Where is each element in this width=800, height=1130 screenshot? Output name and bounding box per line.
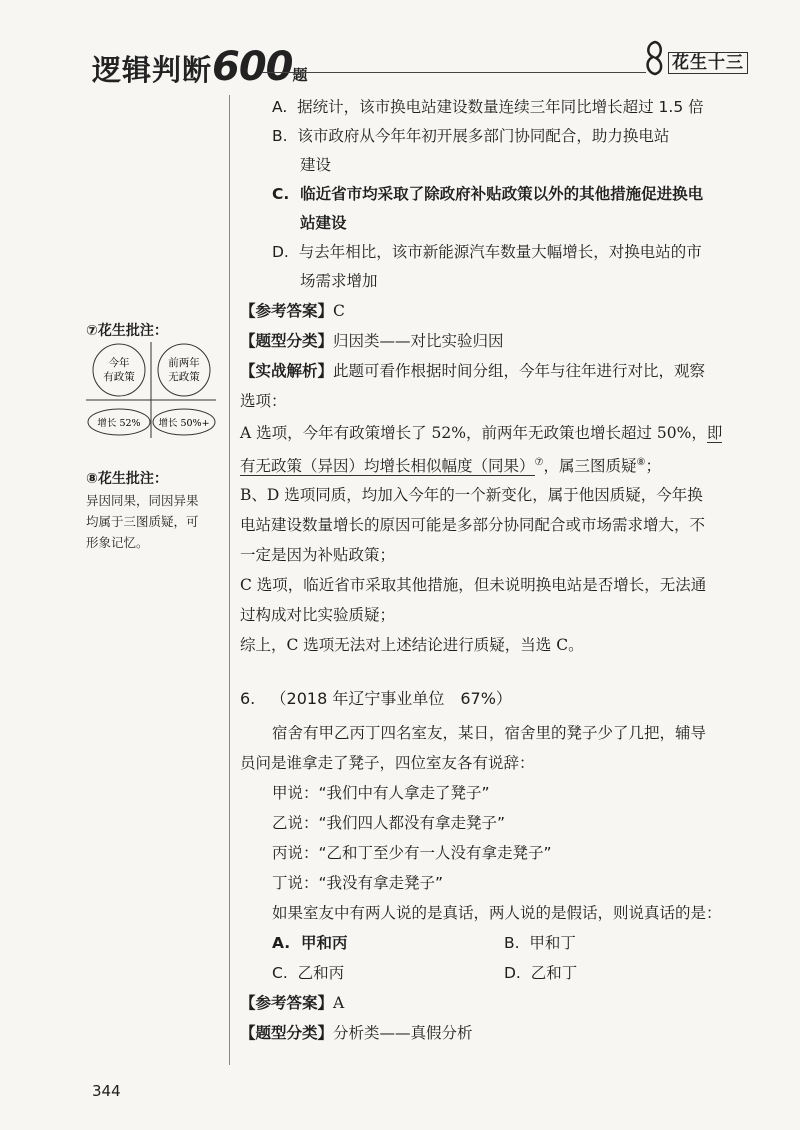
q6-option-b: B. 甲和丁	[504, 934, 576, 952]
analysis-option-bd-cont2: 一定是因为补贴政策；	[240, 546, 396, 564]
analysis-q5-cont: 选项：	[240, 392, 287, 410]
note-7-diagram	[84, 340, 218, 440]
q6-source: （2018 年辽宁事业单位 67%）	[270, 689, 512, 708]
type-q5: 【题型分类】归因类——对比实验归因	[240, 331, 504, 350]
diagram-right-top-line1: 前两年	[168, 357, 200, 369]
analysis-option-c: C 选项，临近省市采取其他措施，但未说明换电站是否增长，无法通	[240, 576, 707, 594]
brand-name: 花生十三	[668, 52, 748, 74]
q6-statement-bing: 丙说：“乙和丁至少有一人没有拿走凳子”	[272, 844, 552, 862]
q6-header	[240, 688, 512, 710]
q6-option-c: C. 乙和丙	[272, 964, 345, 982]
diagram-right-bottom: 增长 50%+	[158, 418, 210, 429]
option-b-prev-cont: 建设	[300, 156, 332, 174]
analysis-option-a-cont: 有无政策（异因）均增长相似幅度（同果）⑦，属三图质疑⑧；	[240, 457, 661, 476]
q6-number: 6.	[240, 689, 256, 708]
option-a-prev: A. 据统计，该市换电站建设数量连续三年同比增长超过 1.5 倍	[272, 98, 704, 116]
diagram-left-bottom: 增长 52%	[97, 418, 141, 429]
option-c-prev: C. 临近省市均采取了除政府补贴政策以外的其他措施促进换电	[272, 185, 704, 203]
column-divider	[229, 95, 230, 1065]
q6-option-d: D. 乙和丁	[504, 964, 578, 982]
note-8-line1: 异因同果，同因异果	[86, 493, 199, 508]
option-d-prev: D. 与去年相比，该市新能源汽车数量大幅增长，对换电站的市	[272, 243, 702, 261]
diagram-left-circle	[93, 344, 145, 396]
answer-q5: 【参考答案】C	[240, 301, 345, 320]
diagram-left-top-line1: 今年	[108, 357, 130, 369]
diagram-right-top-line2: 无政策	[168, 371, 200, 383]
book-title-suffix: 题	[292, 66, 309, 84]
answer-q6: 【参考答案】A	[240, 993, 345, 1012]
q6-stem: 宿舍有甲乙丙丁四名室友，某日，宿舍里的凳子少了几把，辅导	[272, 724, 707, 742]
book-title	[92, 44, 309, 90]
q6-question: 如果室友中有两人说的是真话，两人说的是假话，则说真话的是：	[272, 904, 722, 922]
note-8-line3: 形象记忆。	[86, 535, 149, 550]
note-8-line2: 均属于三图质疑，可	[86, 514, 199, 529]
diagram-left-top-line2: 有政策	[103, 371, 135, 383]
page-number: 344	[92, 1082, 121, 1100]
book-title-number: 600	[212, 44, 293, 90]
option-b-prev: B. 该市政府从今年年初开展多部门协同配合，助力换电站	[272, 127, 670, 145]
analysis-option-bd-cont: 电站建设数量增长的原因可能是多部分协同配合或市场需求增大，不	[240, 516, 706, 534]
note-8-title: ⑧花生批注：	[86, 471, 168, 487]
q6-statement-yi: 乙说：“我们四人都没有拿走凳子”	[272, 814, 506, 832]
analysis-option-c-cont: 过构成对比实验质疑；	[240, 606, 396, 624]
diagram-right-circle	[158, 344, 210, 396]
q6-stem-cont: 员问是谁拿走了凳子，四位室友各有说辞：	[240, 754, 535, 772]
header-rule	[262, 72, 646, 73]
book-title-prefix: 逻辑判断	[92, 53, 213, 87]
q6-option-a: A. 甲和丙	[272, 934, 348, 952]
note-7-title: ⑦花生批注：	[86, 323, 168, 339]
option-d-prev-cont: 场需求增加	[300, 272, 378, 290]
type-q6: 【题型分类】分析类——真假分析	[240, 1023, 473, 1042]
analysis-option-a: A 选项，今年有政策增长了 52%，前两年无政策也增长超过 50%，即	[240, 424, 723, 442]
peanut-logo-icon	[643, 40, 665, 76]
q6-statement-jia: 甲说：“我们中有人拿走了凳子”	[272, 784, 490, 802]
analysis-q5: 【实战解析】此题可看作根据时间分组，今年与往年进行对比，观察	[240, 361, 706, 380]
analysis-conclusion: 综上，C 选项无法对上述结论进行质疑，当选 C。	[240, 636, 584, 654]
option-c-prev-cont: 站建设	[300, 214, 347, 232]
analysis-option-bd: B、D 选项同质，均加入今年的一个新变化，属于他因质疑，今年换	[240, 486, 703, 504]
q6-statement-ding: 丁说：“我没有拿走凳子”	[272, 874, 444, 892]
